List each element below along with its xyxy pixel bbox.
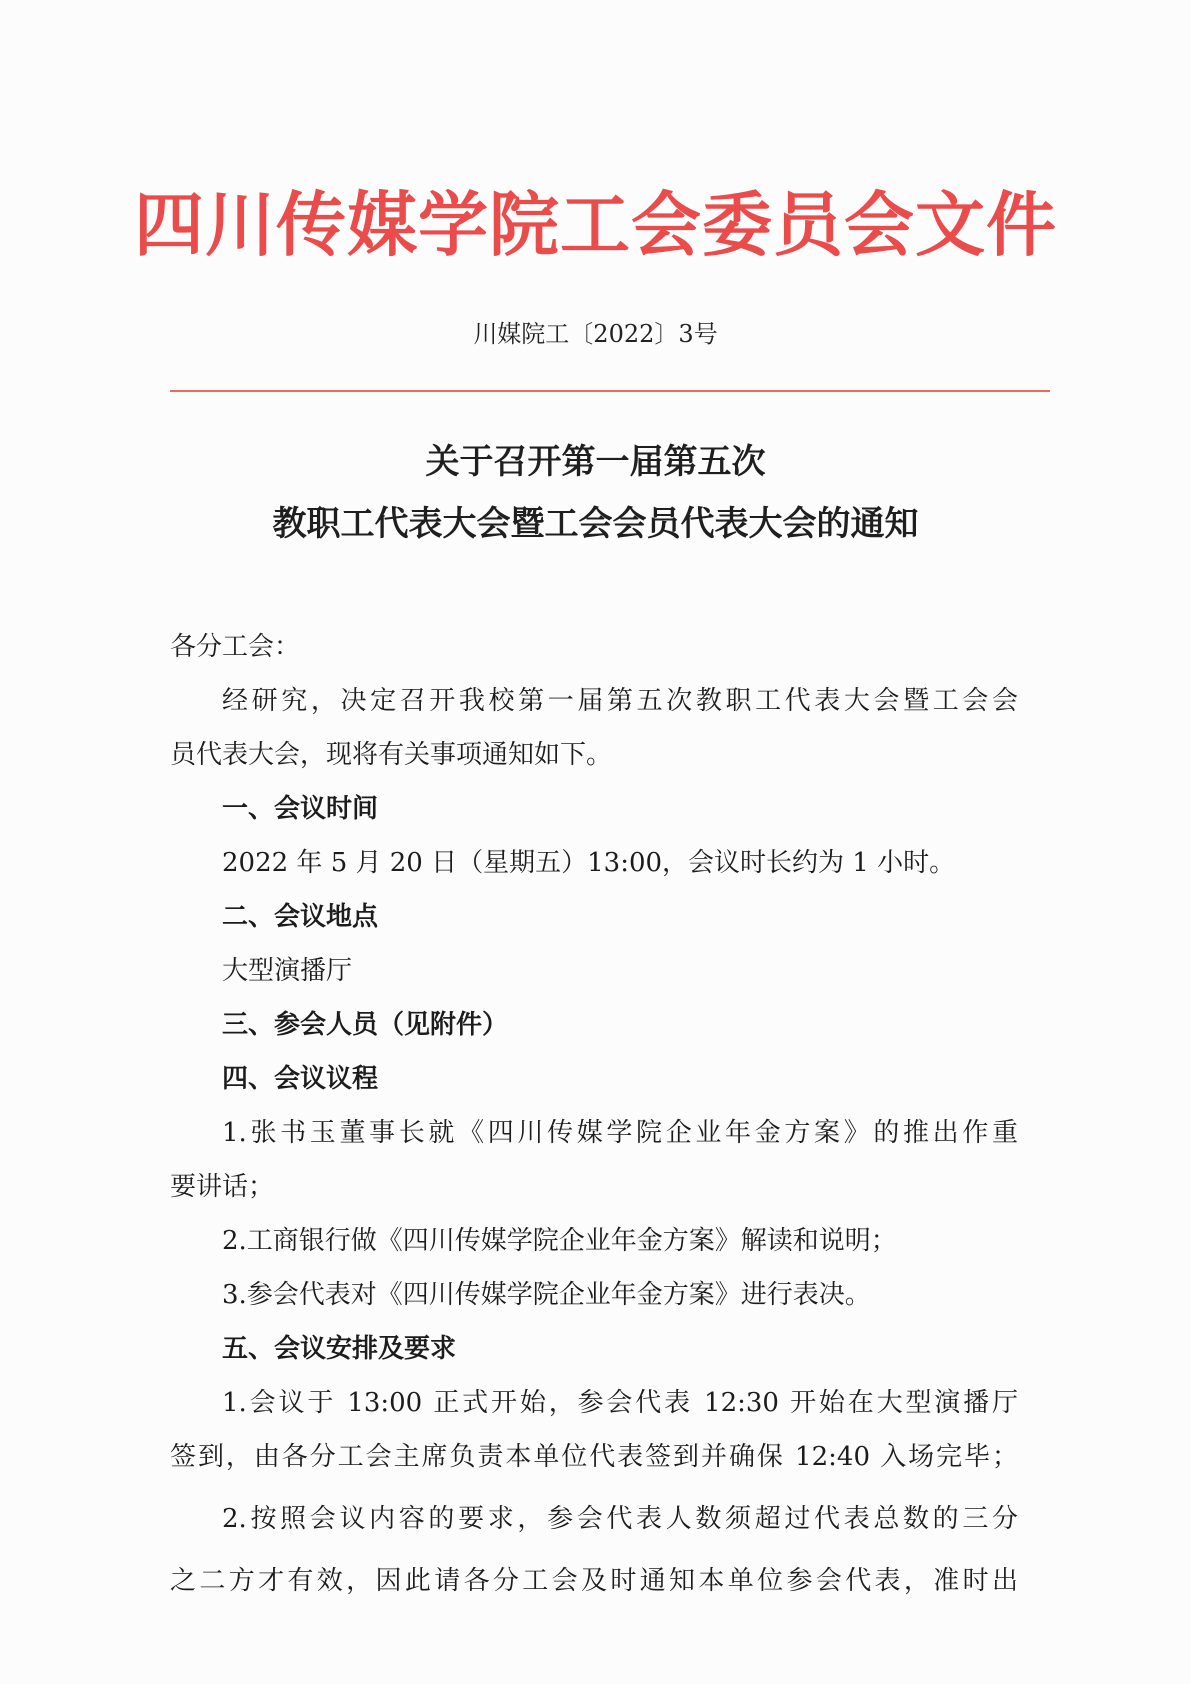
section-2-heading: 二、会议地点 — [222, 902, 379, 932]
header-divider — [170, 390, 1050, 392]
requirement-2-line-1: 2.按照会议内容的要求，参会代表人数须超过代表总数的三分 — [222, 1504, 1018, 1534]
org-header-title: 四川传媒学院工会委员会文件 — [134, 184, 1057, 266]
salutation: 各分工会： — [170, 632, 301, 662]
section-2-text: 大型演播厅 — [222, 956, 353, 986]
requirement-1-line-2: 签到，由各分工会主席负责本单位代表签到并确保 12:40 入场完毕； — [170, 1442, 1018, 1472]
agenda-item-3: 3.参会代表对《四川传媒学院企业年金方案》进行表决。 — [222, 1280, 871, 1310]
agenda-item-2: 2.工商银行做《四川传媒学院企业年金方案》解读和说明； — [222, 1226, 897, 1256]
section-5-heading: 五、会议安排及要求 — [222, 1334, 457, 1364]
requirement-1-line-1: 1.会议于 13:00 正式开始，参会代表 12:30 开始在大型演播厅 — [222, 1388, 1018, 1418]
notice-title-line-1: 关于召开第一届第五次 — [425, 442, 766, 482]
intro-paragraph-line-2: 员代表大会，现将有关事项通知如下。 — [170, 740, 613, 770]
agenda-item-1-line-2: 要讲话； — [170, 1172, 275, 1202]
section-1-heading: 一、会议时间 — [222, 794, 379, 824]
agenda-item-1-line-1: 1.张书玉董事长就《四川传媒学院企业年金方案》的推出作重 — [222, 1118, 1018, 1148]
document-number: 川媒院工〔2022〕3号 — [473, 320, 718, 348]
section-3-heading: 三、参会人员（见附件） — [222, 1010, 509, 1040]
notice-title-line-2: 教职工代表大会暨工会会员代表大会的通知 — [272, 504, 919, 544]
intro-paragraph-line-1: 经研究，决定召开我校第一届第五次教职工代表大会暨工会会 — [222, 686, 1018, 716]
section-1-text: 2022 年 5 月 20 日（星期五）13:00，会议时长约为 1 小时。 — [222, 848, 956, 878]
section-4-heading: 四、会议议程 — [222, 1064, 379, 1094]
requirement-2-line-2: 之二方才有效，因此请各分工会及时通知本单位参会代表，准时出 — [170, 1566, 1018, 1596]
